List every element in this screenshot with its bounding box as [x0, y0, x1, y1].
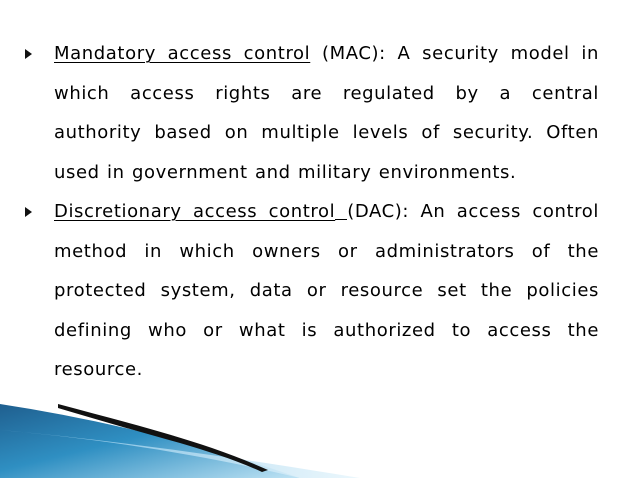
definition-mac: : A security model in which access rights are regulated by a central authority based on multiple levels of security. Often used in government and military environments. [54, 43, 599, 183]
bullet-list [25, 34, 599, 390]
abbr-dac: (DAC): [347, 201, 410, 222]
term-dac: Discretionary access control [54, 201, 336, 222]
triangle-bullet-icon [25, 207, 32, 217]
term-mac: Mandatory access control [54, 43, 311, 64]
abbr-mac: (MAC) [322, 43, 380, 64]
swoosh-black-stroke [58, 404, 268, 472]
swoosh-blue-shape [0, 404, 300, 478]
definition-dac: An access control method in which owners or administrators of the protected system, data or resource set the policies defining who or what is authorized to access the resource. [54, 201, 599, 380]
swoosh-light-shape [0, 430, 360, 478]
triangle-bullet-icon [25, 49, 32, 59]
term-dac-underline-gap [335, 218, 347, 220]
bullet-item-mac [25, 34, 599, 192]
bullet-item-dac [25, 192, 599, 390]
